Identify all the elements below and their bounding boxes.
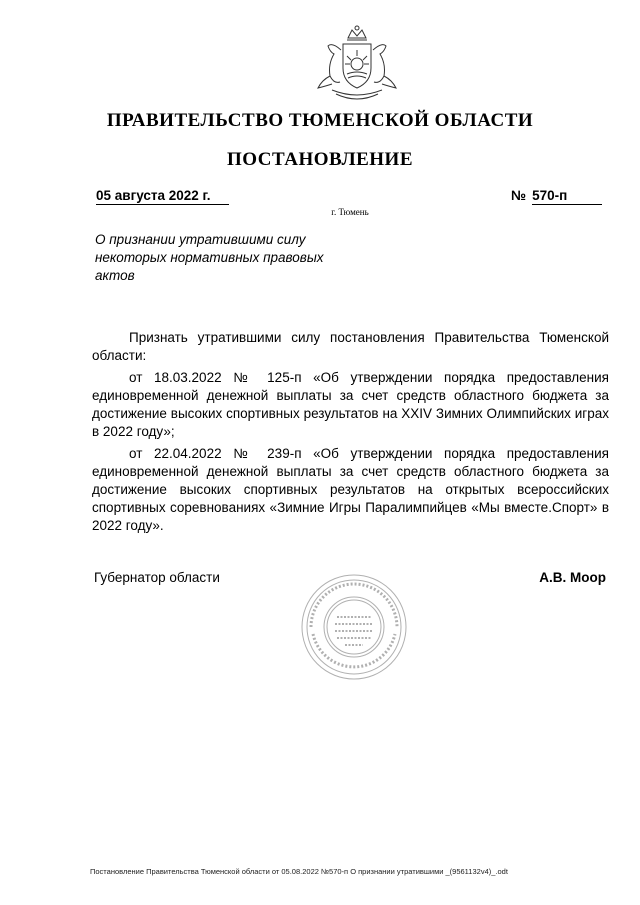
document-date: 05 августа 2022 г.	[96, 188, 229, 205]
government-title: ПРАВИТЕЛЬСТВО ТЮМЕНСКОЙ ОБЛАСТИ	[106, 110, 534, 131]
body-paragraph: от 22.04.2022 № 239-п «Об утверждении порядка предоставления единовременной денежной выплаты за счет средств областного бюджета за достижение высоких спортивных результатов на открытых всероссийских спортивных соревнованиях «Зимние Игры Паралимпийцев «Мы вместе.Спорт» в 2022 году».	[92, 446, 609, 533]
number-sign: №	[511, 188, 527, 203]
signatory-name: А.В. Моор	[539, 570, 606, 585]
tyumen-coat-of-arms-icon	[310, 24, 404, 106]
city: г. Тюмень	[331, 207, 369, 217]
document-subject: О признании утратившими силу некоторых нормативных правовых актов	[95, 232, 324, 283]
document-body	[92, 329, 609, 539]
document-number	[511, 188, 602, 205]
official-seal-icon	[299, 572, 409, 682]
document-type: ПОСТАНОВЛЕНИЕ	[226, 149, 414, 170]
body-paragraph: от 18.03.2022 № 125-п «Об утверждении порядка предоставления единовременной денежной выплаты за счет средств областного бюджета за достижение высоких спортивных результатов на XXIV Зимних Олимпийских играх в 2022 году»;	[92, 370, 609, 439]
signatory-position: Губернатор области	[94, 570, 220, 585]
page-footer: Постановление Правительства Тюменской области от 05.08.2022 №570-п О признании утратившими _(9561132v4)_.odt	[90, 867, 508, 876]
number-value: 570-п	[532, 188, 602, 205]
body-paragraph: Признать утратившими силу постановления Правительства Тюменской области:	[92, 330, 609, 363]
